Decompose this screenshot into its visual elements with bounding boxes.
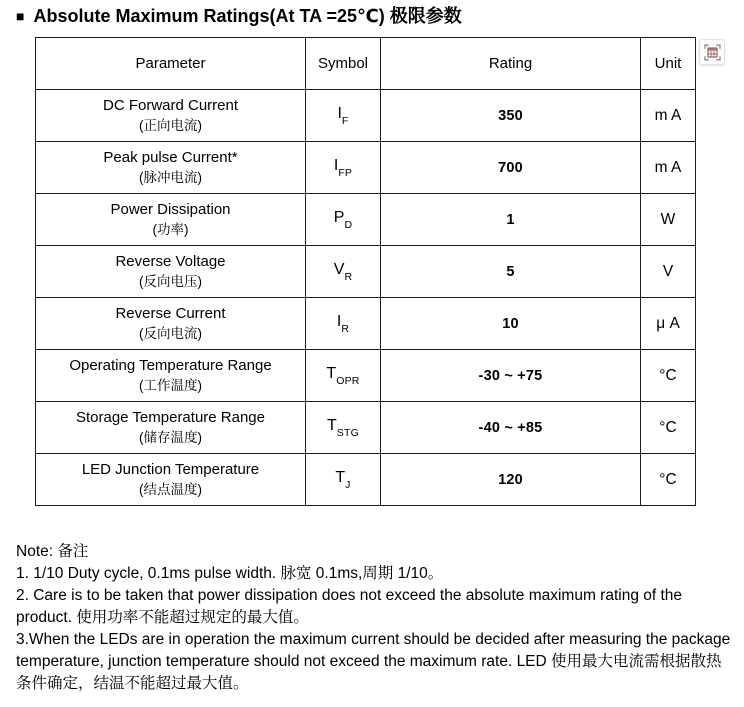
symbol-cell	[306, 298, 381, 350]
table-row	[36, 298, 696, 350]
table-row	[36, 350, 696, 402]
symbol-subscript: R	[344, 270, 353, 283]
unit-cell: V	[641, 246, 696, 298]
table-selection-icon	[704, 44, 721, 61]
parameter-en: Peak pulse Current*	[103, 149, 238, 167]
section-title-text: Absolute Maximum Ratings(At TA =25℃) 极限参数	[33, 6, 462, 26]
column-header-rating: Rating	[381, 38, 641, 90]
symbol-cell	[306, 402, 381, 454]
parameter-en: Operating Temperature Range	[69, 357, 272, 375]
parameter-cell	[36, 194, 306, 246]
note-item-3: 3.When the LEDs are in operation the maximum current should be decided after measuring the package temperature, junction temperature should not exceed the maximum rate. LED 使用最大电流需根据散热条件确定，结温不能超过最大值。	[16, 631, 731, 692]
symbol-cell	[306, 246, 381, 298]
rating-cell: 1	[381, 194, 641, 246]
symbol-cell	[306, 454, 381, 506]
parameter-cn: (功率)	[152, 221, 189, 237]
table-row	[36, 90, 696, 142]
ratings-table	[35, 37, 696, 506]
unit-cell: m A	[641, 90, 696, 142]
symbol-base: T	[327, 417, 337, 435]
rating-cell: -40 ~ +85	[381, 402, 641, 454]
parameter-en: Reverse Current	[115, 305, 226, 323]
parameter-en: Reverse Voltage	[115, 253, 226, 271]
parameter-cn: (工作温度)	[139, 377, 202, 393]
symbol-base: I	[336, 313, 342, 331]
symbol-base: P	[333, 209, 345, 227]
unit-cell: °C	[641, 402, 696, 454]
parameter-en: Power Dissipation	[110, 201, 231, 219]
section-bullet-icon: ■	[16, 8, 25, 24]
parameter-cn: (储存温度)	[139, 429, 202, 445]
parameter-cell	[36, 90, 306, 142]
table-row	[36, 454, 696, 506]
rating-cell: 5	[381, 246, 641, 298]
rating-cell: 120	[381, 454, 641, 506]
parameter-cn: (反向电压)	[139, 273, 202, 289]
unit-cell: W	[641, 194, 696, 246]
symbol-cell	[306, 194, 381, 246]
symbol-subscript: D	[344, 218, 353, 231]
symbol-cell	[306, 90, 381, 142]
parameter-cell	[36, 246, 306, 298]
note-item-2: 2. Care is to be taken that power dissipation does not exceed the absolute maximum rating of the product. 使用功率不能超过规定的最大值。	[16, 587, 683, 626]
parameter-en: DC Forward Current	[102, 97, 239, 115]
note-section	[16, 541, 732, 695]
table-row	[36, 402, 696, 454]
symbol-subscript: J	[345, 478, 351, 491]
unit-cell: μ A	[641, 298, 696, 350]
symbol-base: I	[333, 157, 339, 175]
symbol-cell	[306, 350, 381, 402]
parameter-cell	[36, 402, 306, 454]
unit-cell: °C	[641, 454, 696, 506]
symbol-base: T	[335, 469, 346, 487]
note-item-1: 1. 1/10 Duty cycle, 0.1ms pulse width. 脉宽 0.1ms,周期 1/10。	[16, 565, 444, 582]
symbol-subscript: OPR	[336, 374, 360, 387]
table-header-row	[36, 38, 696, 90]
parameter-en: LED Junction Temperature	[81, 461, 260, 479]
parameter-cn: (正向电流)	[139, 117, 202, 133]
rating-cell: 10	[381, 298, 641, 350]
table-row	[36, 142, 696, 194]
parameter-cn: (反向电流)	[139, 325, 202, 341]
table-row	[36, 194, 696, 246]
parameter-en: Storage Temperature Range	[75, 409, 265, 427]
symbol-base: V	[333, 261, 345, 279]
rating-cell: 350	[381, 90, 641, 142]
parameter-cell	[36, 298, 306, 350]
table-select-button[interactable]	[699, 39, 725, 65]
column-header-unit: Unit	[641, 38, 696, 90]
table-row	[36, 246, 696, 298]
symbol-base: I	[337, 105, 342, 123]
symbol-cell	[306, 142, 381, 194]
symbol-subscript: STG	[336, 426, 359, 439]
parameter-cell	[36, 142, 306, 194]
parameter-cell	[36, 350, 306, 402]
parameter-cn: (结点温度)	[139, 481, 202, 497]
unit-cell: °C	[641, 350, 696, 402]
unit-cell: m A	[641, 142, 696, 194]
parameter-cn: (脉冲电流)	[139, 169, 202, 185]
symbol-subscript: FP	[338, 166, 353, 179]
note-label: Note: 备注	[16, 543, 89, 560]
symbol-subscript: R	[341, 322, 350, 335]
symbol-subscript: F	[341, 114, 349, 127]
rating-cell: -30 ~ +75	[381, 350, 641, 402]
parameter-cell	[36, 454, 306, 506]
section-title	[16, 2, 462, 28]
column-header-parameter: Parameter	[36, 38, 306, 90]
column-header-symbol: Symbol	[306, 38, 381, 90]
rating-cell: 700	[381, 142, 641, 194]
symbol-base: T	[326, 365, 337, 383]
